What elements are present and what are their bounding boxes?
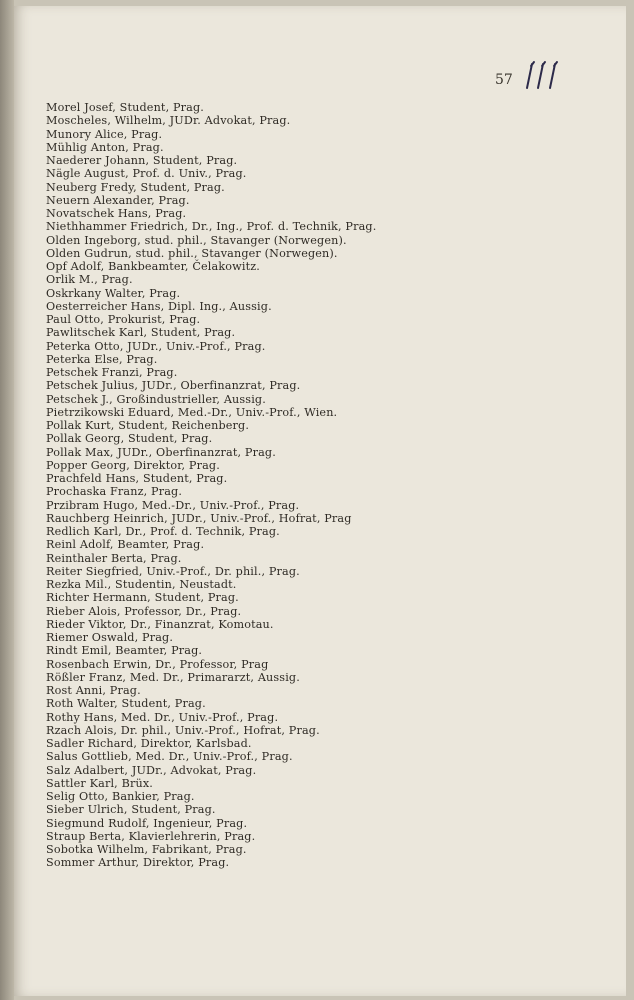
list-item: Rezka Mil., Studentin, Neustadt.	[46, 578, 237, 591]
list-item: Riemer Oswald, Prag.	[46, 631, 174, 644]
list-item: Neuern Alexander, Prag.	[46, 193, 190, 207]
list-item: Prachfeld Hans, Student, Prag.	[46, 472, 228, 485]
list-item: Rieder Viktor, Dr., Finanzrat, Komotau.	[46, 617, 274, 631]
list-item: Pietrzikowski Eduard, Med.-Dr., Univ.-Prof., Wien.	[46, 405, 338, 419]
list-item: Siegmund Rudolf, Ingenieur, Prag.	[46, 816, 248, 830]
list-item: Rost Anni, Prag.	[46, 684, 141, 697]
list-item: Peterka Else, Prag.	[46, 352, 158, 366]
page-number: 57	[495, 72, 513, 88]
list-item: Novatschek Hans, Prag.	[46, 207, 187, 220]
list-item: Salz Adalbert, JUDr., Advokat, Prag.	[46, 763, 257, 777]
list-item: Munory Alice, Prag.	[46, 127, 163, 141]
list-item: Neuberg Fredy, Student, Prag.	[46, 180, 225, 194]
list-item: Rindt Emil, Beamter, Prag.	[46, 644, 203, 658]
list-item: Nägle August, Prof. d. Univ., Prag.	[46, 167, 247, 181]
list-item: Richter Hermann, Student, Prag.	[46, 591, 239, 605]
list-item: Mühlig Anton, Prag.	[46, 140, 164, 154]
list-item: Opf Adolf, Bankbeamter, Čelakowitz.	[46, 260, 261, 273]
list-item: Peterka Otto, JUDr., Univ.-Prof., Prag.	[46, 339, 266, 353]
list-item: Petschek Franzi, Prag.	[46, 366, 178, 379]
list-item: Paul Otto, Prokurist, Prag.	[46, 313, 201, 326]
list-item: Oskrkany Walter, Prag.	[46, 286, 181, 300]
list-item: Rauchberg Heinrich, JUDr., Univ.-Prof., Hofrat, Prag	[46, 511, 352, 525]
list-item: Sobotka Wilhelm, Fabrikant, Prag.	[46, 843, 247, 856]
list-item: Naederer Johann, Student, Prag.	[46, 154, 238, 167]
list-item: Moscheles, Wilhelm, JUDr. Advokat, Prag.	[46, 114, 291, 128]
list-item: Rieber Alois, Professor, Dr., Prag.	[46, 604, 242, 618]
list-item: Sadler Richard, Direktor, Karlsbad.	[46, 737, 252, 750]
list-item: Oesterreicher Hans, Dipl. Ing., Aussig.	[46, 299, 272, 313]
list-item: Pollak Georg, Student, Prag.	[46, 432, 213, 446]
list-item: Reinl Adolf, Beamter, Prag.	[46, 538, 205, 552]
list-item: Rosenbach Erwin, Dr., Professor, Prag	[46, 657, 269, 671]
list-item: Redlich Karl, Dr., Prof. d. Technik, Prag.	[46, 525, 280, 538]
list-item: Olden Gudrun, stud. phil., Stavanger (Norwegen).	[46, 246, 338, 260]
list-item: Olden Ingeborg, stud. phil., Stavanger (Norwegen).	[46, 233, 347, 247]
list-item: Rzach Alois, Dr. phil., Univ.-Prof., Hofrat, Prag.	[46, 723, 320, 737]
list-item: Roth Walter, Student, Prag.	[46, 697, 206, 711]
list-item: Straup Berta, Klavierlehrerin, Prag.	[46, 829, 256, 843]
list-item: Reiter Siegfried, Univ.-Prof., Dr. phil., Prag.	[46, 564, 300, 578]
list-item: Niethhammer Friedrich, Dr., Ing., Prof. d. Technik, Prag.	[46, 220, 377, 234]
list-item: Przibram Hugo, Med.-Dr., Univ.-Prof., Prag.	[46, 498, 300, 512]
list-item: Reinthaler Berta, Prag.	[46, 551, 182, 565]
list-item: Pollak Kurt, Student, Reichenberg.	[46, 419, 250, 432]
handwritten-mark-icon	[523, 58, 563, 92]
list-item: Petschek J., Großindustrieller, Aussig.	[46, 392, 266, 406]
list-item: Sieber Ulrich, Student, Prag.	[46, 803, 216, 817]
list-item: Petschek Julius, JUDr., Oberfinanzrat, Prag.	[46, 379, 301, 393]
list-item: Pawlitschek Karl, Student, Prag.	[46, 326, 236, 340]
list-item: Salus Gottlieb, Med. Dr., Univ.-Prof., Prag.	[46, 750, 293, 764]
list-item: Morel Josef, Student, Prag.	[46, 101, 205, 114]
book-gutter	[0, 0, 14, 1000]
list-item: Orlik M., Prag.	[46, 273, 133, 287]
list-item: Selig Otto, Bankier, Prag.	[46, 790, 195, 803]
list-item: Sattler Karl, Brüx.	[46, 776, 153, 790]
list-item: Popper Georg, Direktor, Prag.	[46, 458, 220, 472]
member-list	[46, 101, 376, 870]
list-item: Prochaska Franz, Prag.	[46, 485, 183, 499]
list-item: Pollak Max, JUDr., Oberfinanzrat, Prag.	[46, 445, 276, 459]
list-item: Sommer Arthur, Direktor, Prag.	[46, 856, 230, 870]
list-item: Rothy Hans, Med. Dr., Univ.-Prof., Prag.	[46, 710, 279, 724]
list-item: Rößler Franz, Med. Dr., Primararzt, Aussig.	[46, 670, 300, 684]
